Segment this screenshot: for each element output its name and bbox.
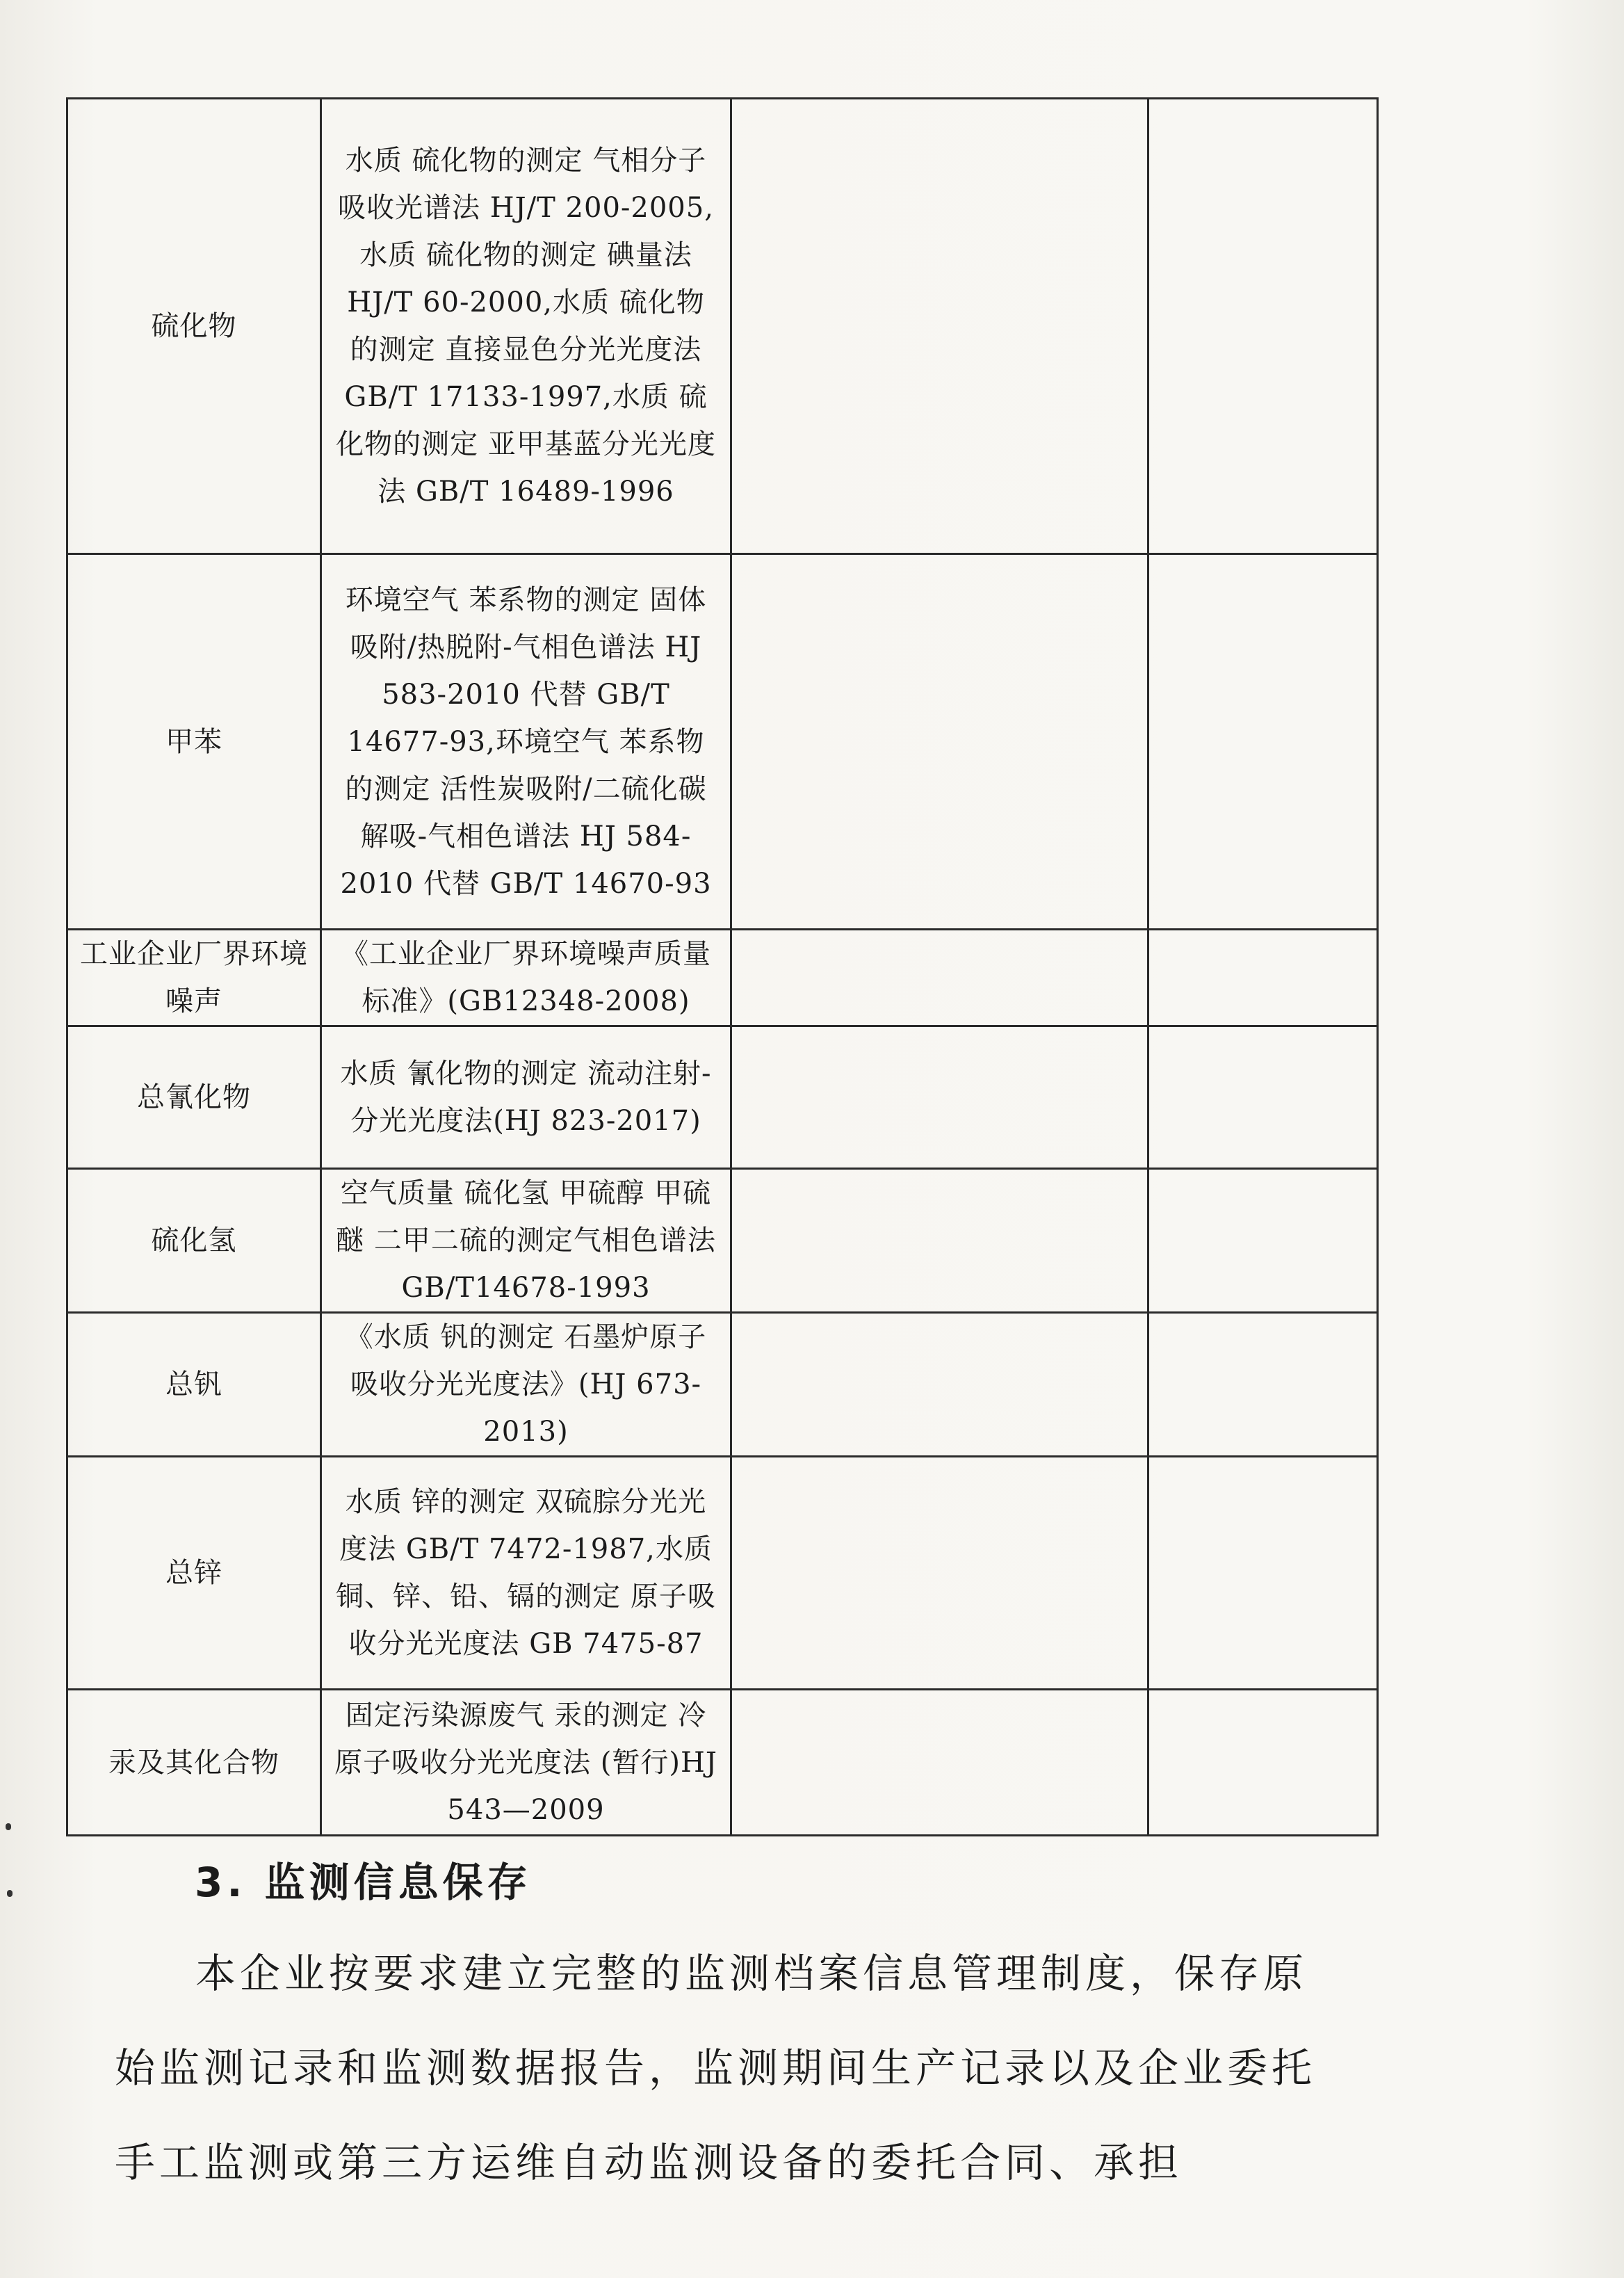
empty-cell	[1148, 1026, 1378, 1169]
pollutant-cell: 汞及其化合物	[67, 1690, 321, 1836]
table-row	[67, 930, 1378, 1026]
pollutant-cell: 硫化物	[67, 99, 321, 554]
method-cell: 《水质 钒的测定 石墨炉原子吸收分光光度法》(HJ 673-2013)	[321, 1313, 731, 1457]
scan-speck	[6, 1823, 11, 1830]
empty-cell	[1148, 99, 1378, 554]
method-cell: 环境空气 苯系物的测定 固体吸附/热脱附-气相色谱法 HJ 583-2010 代替 GB/T 14677-93,环境空气 苯系物的测定 活性炭吸附/二硫化碳解吸-气相色谱法 HJ 584-2010 代替 GB/T 14670-93	[321, 554, 731, 930]
method-cell: 水质 硫化物的测定 气相分子吸收光谱法 HJ/T 200-2005,水质 硫化物的测定 碘量法 HJ/T 60-2000,水质 硫化物的测定 直接显色分光光度法 GB/T 17133-1997,水质 硫化物的测定 亚甲基蓝分光光度法 GB/T 16489-1996	[321, 99, 731, 554]
empty-cell	[1148, 930, 1378, 1026]
empty-cell	[731, 1313, 1148, 1457]
monitoring-methods-table	[66, 97, 1379, 1836]
method-cell: 空气质量 硫化氢 甲硫醇 甲硫醚 二甲二硫的测定气相色谱法 GB/T14678-1993	[321, 1169, 731, 1313]
pollutant-cell: 总锌	[67, 1457, 321, 1690]
empty-cell	[731, 1457, 1148, 1690]
empty-cell	[1148, 1457, 1378, 1690]
empty-cell	[731, 930, 1148, 1026]
empty-cell	[731, 1169, 1148, 1313]
empty-cell	[1148, 554, 1378, 930]
table-row	[67, 554, 1378, 930]
pollutant-cell: 硫化氢	[67, 1169, 321, 1313]
empty-cell	[1148, 1169, 1378, 1313]
pollutant-cell: 总钒	[67, 1313, 321, 1457]
table-row	[67, 99, 1378, 554]
empty-cell	[1148, 1313, 1378, 1457]
section-heading: 3. 监测信息保存	[195, 1859, 532, 1906]
table-row	[67, 1313, 1378, 1457]
empty-cell	[731, 554, 1148, 930]
table-row	[67, 1457, 1378, 1690]
method-cell: 水质 锌的测定 双硫腙分光光度法 GB/T 7472-1987,水质 铜、锌、铅、镉的测定 原子吸收分光光度法 GB 7475-87	[321, 1457, 731, 1690]
table-row	[67, 1169, 1378, 1313]
pollutant-cell: 总氰化物	[67, 1026, 321, 1169]
monitoring-methods-table-wrap	[66, 97, 1377, 1836]
method-cell: 《工业企业厂界环境噪声质量标准》(GB12348-2008)	[321, 930, 731, 1026]
table-row	[67, 1690, 1378, 1836]
pollutant-cell: 工业企业厂界环境噪声	[67, 930, 321, 1026]
method-cell: 固定污染源废气 汞的测定 冷原子吸收分光光度法 (暂行)HJ 543—2009	[321, 1690, 731, 1836]
body-paragraph: 本企业按要求建立完整的监测档案信息管理制度，保存原始监测记录和监测数据报告，监测期间生产记录以及企业委托手工监测或第三方运维自动监测设备的委托合同、承担	[115, 1950, 1317, 2186]
empty-cell	[731, 1026, 1148, 1169]
method-cell: 水质 氰化物的测定 流动注射-分光光度法(HJ 823-2017)	[321, 1026, 731, 1169]
pollutant-cell: 甲苯	[67, 554, 321, 930]
scan-speck	[7, 1890, 13, 1897]
empty-cell	[731, 99, 1148, 554]
empty-cell	[1148, 1690, 1378, 1836]
table-row	[67, 1026, 1378, 1169]
empty-cell	[731, 1690, 1148, 1836]
